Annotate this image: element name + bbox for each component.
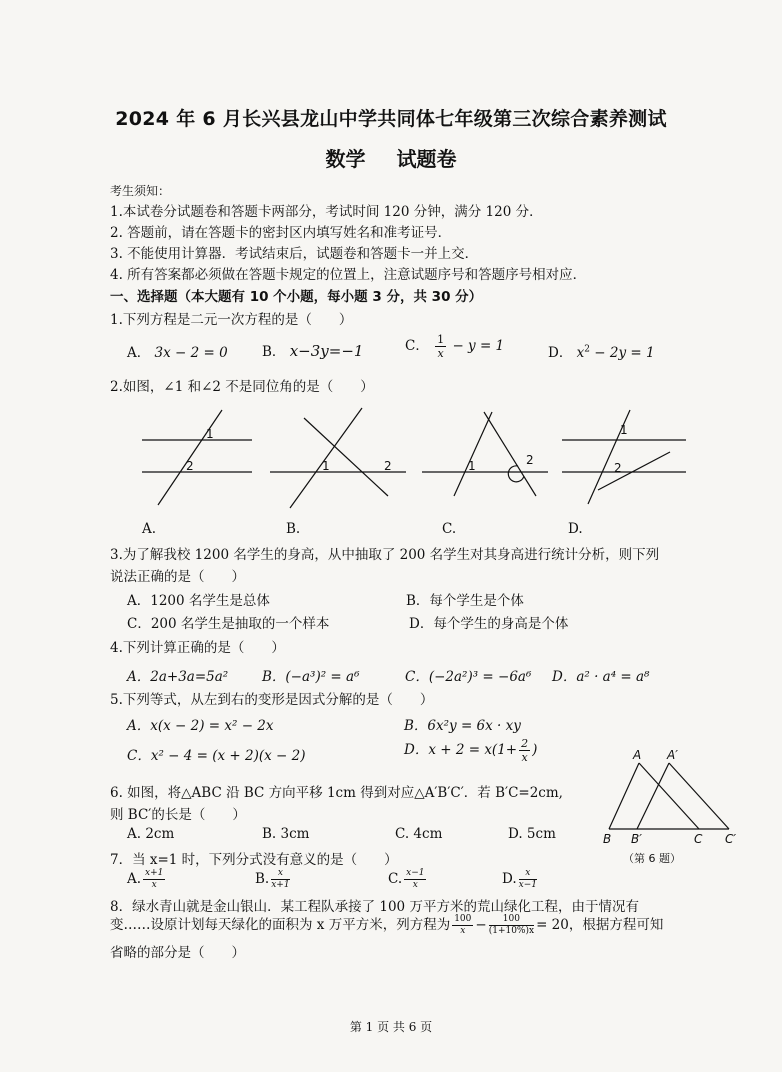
q2-figure-a (142, 410, 252, 505)
note-item: 3. 不能使用计算器．考试结束后，试题卷和答题卡一并上交． (110, 246, 479, 262)
q3-stem-line1: 3.为了解我校 1200 名学生的身高，从中抽取了 200 名学生对其身高进行统计分析，则下列 (110, 547, 660, 563)
q5-option-d: D．x + 2 = x(1+ $\frac{2}{x}$ ) (404, 737, 538, 764)
note-item: 4. 所有答案都必须做在答题卡规定的位置上，注意试题序号和答题序号相对应． (110, 267, 587, 283)
q3-option-d: D．每个学生的身高是个体 (409, 616, 569, 632)
q4-option-c: C．(−2a²)³ = −6a⁶ (405, 669, 532, 685)
q8-stem-line3: 省略的部分是（ ） (110, 945, 245, 961)
q6-label-c-prime: C′ (725, 832, 737, 846)
q7-option-d: D. $\frac{x}{x-1}$ (502, 868, 537, 890)
q8-stem-line1: 8．绿水青山就是金山银山．某工程队承接了 100 万平方米的荒山绿化工程，由于情况有 (110, 899, 639, 915)
q5-stem: 5.下列等式，从左到右的变形是因式分解的是（ ） (110, 692, 434, 708)
q6-option-a: A. 2cm (127, 826, 175, 842)
q1-stem: 1.下列方程是二元一次方程的是（ ） (110, 312, 353, 328)
q1-option-a: A． 3x − 2 = 0 (127, 345, 228, 361)
q2-a-angle1: 1 (206, 427, 214, 441)
q2-c-angle1: 1 (468, 459, 476, 473)
q2-b-angle2: 2 (384, 459, 392, 473)
q3-option-a: A．1200 名学生是总体 (127, 593, 270, 609)
q6-label-b-prime: B′ (631, 832, 642, 846)
q6-stem-line1: 6. 如图，将△ABC 沿 BC 方向平移 1cm 得到对应△A′B′C′．若 B′C=2cm, (110, 785, 563, 801)
q2-figure-b (270, 408, 406, 508)
q1-option-d: D． $x^2 - 2y = 1$ (548, 344, 655, 361)
q4-option-a: A．2a+3a=5a² (127, 669, 229, 685)
q4-option-b: B．(−a³)² = a⁶ (262, 669, 360, 685)
q2-label-b: B. (286, 521, 301, 537)
exam-subtitle (0, 143, 782, 172)
q2-figures (110, 400, 710, 520)
q2-d-angle1: 1 (620, 423, 628, 437)
paper-label: 试题卷 (396, 147, 457, 171)
q7-option-a: A. $\frac{x+1}{x}$ (127, 868, 164, 890)
q7-stem: 7．当 x=1 时，下列分式没有意义的是（ ） (110, 852, 398, 868)
q5-option-c: C．x² − 4 = (x + 2)(x − 2) (127, 748, 306, 764)
q7-option-c: C. $\frac{x-1}{x}$ (388, 868, 425, 890)
q6-option-d: D. 5cm (508, 826, 556, 842)
exam-title: 2024 年 6 月长兴县龙山中学共同体七年级第三次综合素养测试 (115, 108, 667, 130)
q6-option-b: B. 3cm (262, 826, 310, 842)
q1-option-c: C． $\frac{1}{x}$ − y = 1 (405, 333, 505, 360)
q6-figure (595, 745, 755, 870)
q8-stem-line2: 变……设原计划每天绿化的面积为 x 万平方米，列方程为 $\frac{100}{x}$ − $\frac{100}{(1+10\%)x}$ = 20，根据方程可知 (110, 914, 664, 936)
q1-option-b: B． x−3y=−1 (262, 342, 364, 360)
q2-c-angle2: 2 (526, 453, 534, 467)
q2-d-angle2: 2 (614, 461, 622, 475)
q5-option-b: B．6x²y = 6x · xy (404, 718, 521, 734)
q2-b-angle1: 1 (322, 459, 330, 473)
q6-label-b: B (603, 832, 612, 846)
q6-stem-line2: 则 BC′的长是（ ） (110, 807, 246, 823)
note-item: 1.本试卷分试题卷和答题卡两部分，考试时间 120 分钟，满分 120 分． (110, 204, 543, 220)
q6-label-a: A (633, 748, 642, 762)
q6-label-c: C (694, 832, 703, 846)
notes-heading: 考生须知： (110, 184, 171, 198)
subject-label: 数学 (325, 147, 366, 171)
q2-a-angle2: 2 (186, 459, 194, 473)
q3-option-b: B．每个学生是个体 (406, 593, 524, 609)
q2-label-a: A. (142, 521, 157, 537)
q4-option-d: D．a² · a⁴ = a⁸ (552, 669, 650, 685)
q3-option-c: C．200 名学生是抽取的一个样本 (127, 616, 330, 632)
q7-option-b: B. $\frac{x}{x+1}$ (255, 868, 290, 890)
note-item: 2. 答题前，请在答题卡的密封区内填写姓名和准考证号． (110, 225, 452, 241)
section-title: 一、选择题（本大题有 10 个小题，每小题 3 分，共 30 分） (110, 289, 483, 305)
q2-label-c: C. (442, 521, 457, 537)
q6-label-a-prime: A′ (667, 748, 678, 762)
page-footer: 第 1 页 共 6 页 (349, 1020, 433, 1034)
q5-option-a: A．x(x − 2) = x² − 2x (127, 718, 274, 734)
q6-caption: （第 6 题） (623, 852, 681, 865)
q3-stem-line2: 说法正确的是（ ） (110, 569, 245, 585)
q2-label-d: D. (568, 521, 583, 537)
q4-stem: 4.下列计算正确的是（ ） (110, 640, 285, 656)
q6-option-c: C. 4cm (395, 826, 443, 842)
q2-stem: 2.如图，∠1 和∠2 不是同位角的是（ ） (110, 379, 374, 395)
